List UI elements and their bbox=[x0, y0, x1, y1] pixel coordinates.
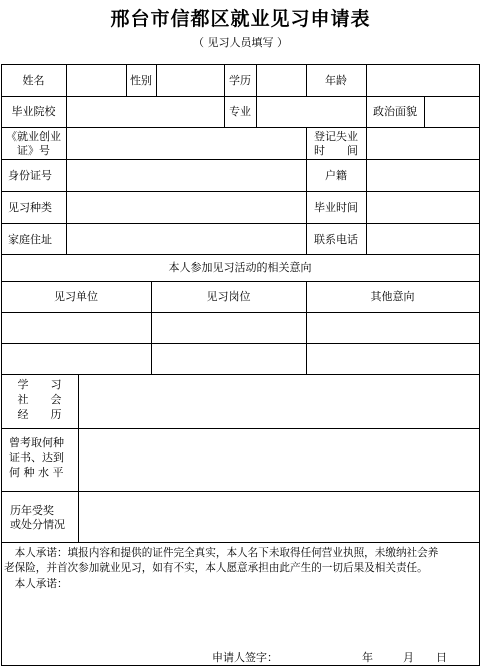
label-employment-cert-1: 《就业创业 bbox=[6, 130, 61, 143]
label-major: 专业 bbox=[229, 105, 251, 118]
label-study-2: 社 会 bbox=[17, 393, 62, 406]
label-phone: 联系电话 bbox=[314, 233, 358, 246]
pledge-text-line-3: 本人承诺： bbox=[4, 578, 68, 590]
label-education: 学历 bbox=[229, 74, 251, 87]
address-field[interactable] bbox=[67, 224, 306, 254]
label-name: 姓名 bbox=[22, 74, 45, 87]
school-field[interactable] bbox=[67, 97, 224, 127]
row-divider bbox=[1, 542, 480, 543]
signature-label: 申请人签字： bbox=[212, 651, 278, 664]
position-field-2[interactable] bbox=[152, 344, 306, 374]
other-intent-field-1[interactable] bbox=[307, 313, 479, 343]
name-field[interactable] bbox=[67, 65, 126, 96]
unit-field-1[interactable] bbox=[2, 313, 151, 343]
signature-field[interactable] bbox=[280, 646, 350, 664]
graduation-time-field[interactable] bbox=[367, 192, 479, 223]
row-divider bbox=[1, 281, 480, 282]
label-trainee-type: 见习种类 bbox=[8, 201, 52, 214]
label-awards-1: 历年受奖 bbox=[10, 504, 54, 517]
label-political: 政治面貌 bbox=[373, 105, 417, 118]
phone-field[interactable] bbox=[367, 224, 479, 254]
signature-month: 月 bbox=[403, 651, 414, 664]
hukou-field[interactable] bbox=[367, 160, 479, 191]
label-school: 毕业院校 bbox=[11, 105, 56, 118]
label-age: 年龄 bbox=[325, 74, 347, 87]
form-title: 邢台市信都区就业见习申请表 bbox=[110, 8, 371, 30]
label-study-1: 学 习 bbox=[17, 378, 62, 391]
education-field[interactable] bbox=[257, 65, 306, 96]
certificates-field[interactable] bbox=[79, 429, 479, 491]
label-graduation-time: 毕业时间 bbox=[314, 201, 358, 214]
label-address: 家庭住址 bbox=[8, 233, 52, 246]
pledge-text-line-2: 老保险，并首次参加就业见习，如有不实，本人愿意承担由此产生的一切后果及相关责任。 bbox=[4, 562, 428, 574]
id-number-field[interactable] bbox=[67, 160, 306, 191]
unit-field-2[interactable] bbox=[2, 344, 151, 374]
unemployment-reg-field[interactable] bbox=[367, 128, 479, 159]
experience-field[interactable] bbox=[79, 375, 479, 428]
table-border-right bbox=[479, 64, 480, 666]
label-id-number: 身份证号 bbox=[8, 169, 52, 182]
label-cert-2: 证书、达到 bbox=[9, 451, 64, 464]
row-divider bbox=[1, 254, 480, 255]
label-employment-cert-2: 证》号 bbox=[17, 144, 50, 157]
label-cert-3: 何 种 水 平 bbox=[9, 466, 64, 479]
age-field[interactable] bbox=[367, 65, 479, 96]
pledge-text-line-1: 本人承诺：填报内容和提供的证件完全真实，本人名下未取得任何营业执照，未缴纳社会养 bbox=[4, 547, 439, 559]
label-unit: 见习单位 bbox=[54, 290, 98, 303]
signature-year: 年 bbox=[362, 651, 373, 664]
label-cert-1: 曾考取何种 bbox=[9, 436, 64, 449]
signature-day: 日 bbox=[436, 651, 447, 664]
form-subtitle: （ 见习人员填写 ） bbox=[193, 36, 288, 49]
major-field[interactable] bbox=[257, 97, 366, 127]
label-awards-2: 或处分情况 bbox=[10, 518, 65, 531]
intent-section-header: 本人参加见习活动的相关意向 bbox=[168, 261, 312, 274]
label-gender: 性别 bbox=[130, 74, 152, 87]
political-field[interactable] bbox=[425, 97, 479, 127]
label-position: 见习岗位 bbox=[206, 290, 251, 303]
employment-cert-field[interactable] bbox=[67, 128, 306, 159]
other-intent-field-2[interactable] bbox=[307, 344, 479, 374]
label-unemployment-reg-2: 时 间 bbox=[314, 144, 358, 157]
position-field-1[interactable] bbox=[152, 313, 306, 343]
label-unemployment-reg-1: 登记失业 bbox=[314, 130, 358, 143]
label-other-intent: 其他意向 bbox=[370, 290, 415, 303]
awards-field[interactable] bbox=[79, 492, 479, 542]
label-hukou: 户籍 bbox=[325, 169, 347, 182]
gender-field[interactable] bbox=[157, 65, 224, 96]
label-study-3: 经 历 bbox=[17, 408, 62, 421]
table-border-bottom bbox=[1, 665, 480, 666]
trainee-type-field[interactable] bbox=[67, 192, 306, 223]
